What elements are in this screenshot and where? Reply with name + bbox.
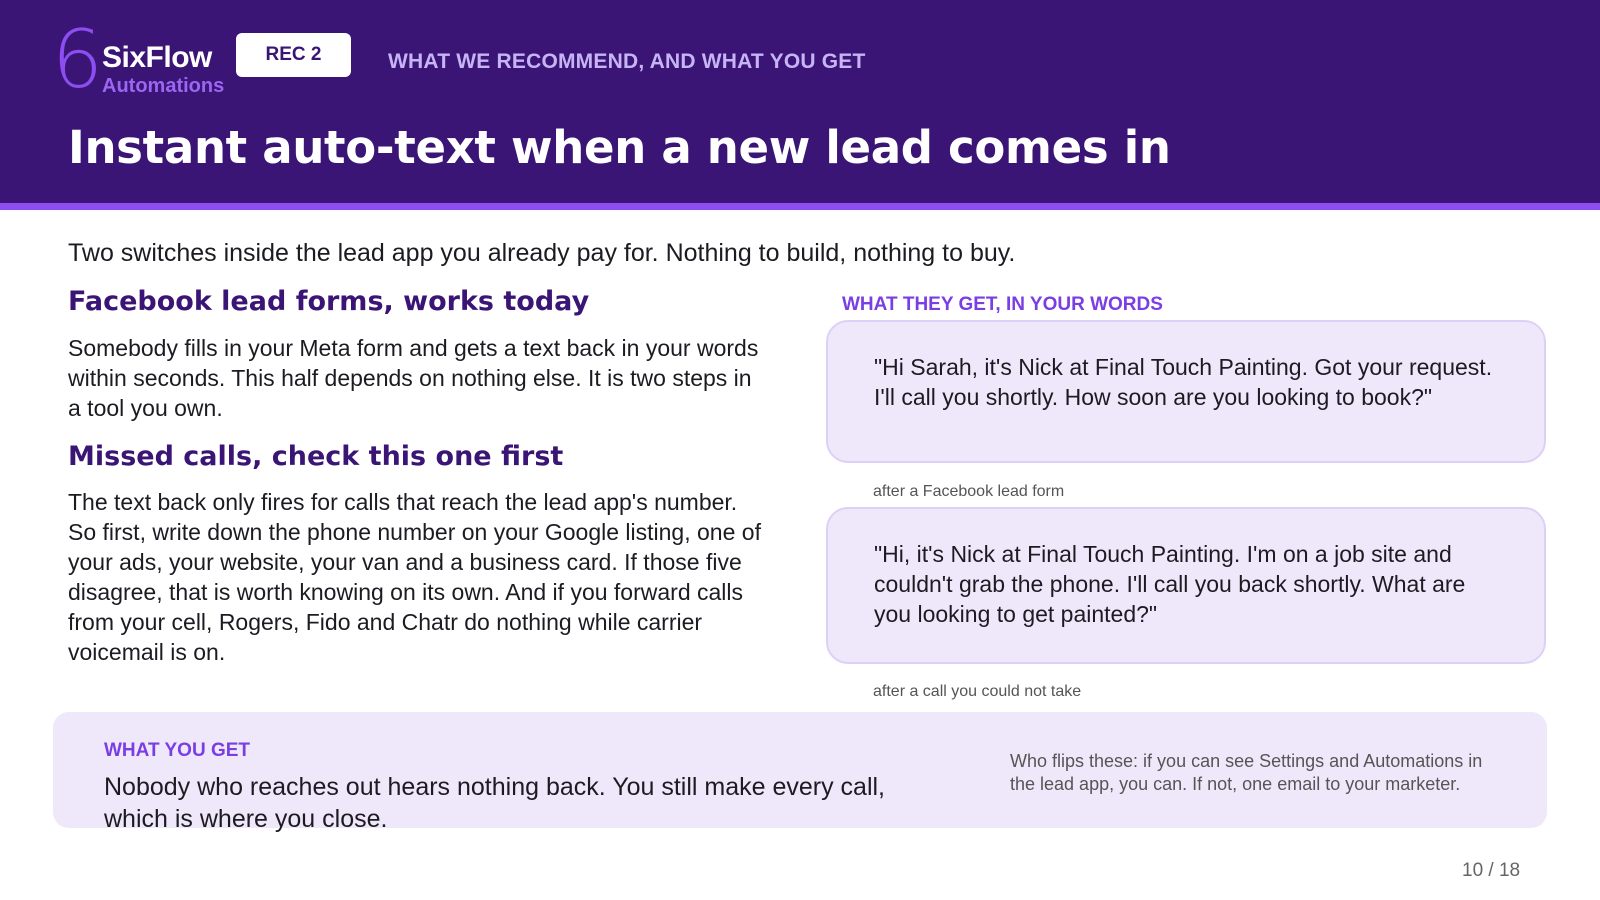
rec-badge: REC 2 [236,33,351,77]
quote-caption-facebook: after a Facebook lead form [873,483,1065,500]
what-you-get-text: Nobody who reaches out hears nothing back. You still make every call, which is where you close. [104,773,886,833]
sixflow-logo [52,13,225,106]
slide-title: Instant auto-text when a new lead comes in [68,121,1171,174]
quote-card-missed-call [826,507,1546,664]
logo-subtitle: Automations [102,75,225,97]
intro-text: Two switches inside the lead app you already pay for. Nothing to build, nothing to buy. [68,239,1016,267]
who-flips-note: Who flips these: if you can see Settings and Automations in the lead app, you can. If not, one email to your marketer. [1010,751,1483,794]
page-number: 10 / 18 [1462,860,1521,881]
section-heading-facebook: Facebook lead forms, works today [68,286,590,317]
quote-text-missed-call: "Hi, it's Nick at Final Touch Painting. I'm on a job site and couldn't grab the phone. I'll call you back shortly. What are you looking to get painted?" [874,541,1466,627]
logo-six-glyph: 6 [52,13,103,106]
section-body-missed-calls: The text back only fires for calls that reach the lead app's number. So first, write down the phone number on your Google listing, one of your ads, your website, your van and a business card. If those five disagree, that is worth knowing on its own. And if you forward calls from your cell, Rogers, Fido and Chatr do nothing while carrier voicemail is on. [68,489,761,665]
quote-caption-missed-call: after a call you could not take [873,683,1082,700]
section-body-facebook: Somebody fills in your Meta form and gets a text back in your words within seconds. This half depends on nothing else. It is two steps in a tool you own. [68,335,759,421]
quotes-label: WHAT THEY GET, IN YOUR WORDS [842,294,1163,315]
header-kicker: WHAT WE RECOMMEND, AND WHAT YOU GET [388,50,866,73]
header-divider [0,203,1600,210]
logo-name: SixFlow [102,41,212,74]
what-you-get-label: WHAT YOU GET [104,740,251,761]
quote-text-facebook: "Hi Sarah, it's Nick at Final Touch Painting. Got your request. I'll call you shortly. How soon are you looking to book?" [874,354,1493,410]
quote-card-facebook [826,320,1546,463]
section-heading-missed-calls: Missed calls, check this one first [68,441,564,472]
